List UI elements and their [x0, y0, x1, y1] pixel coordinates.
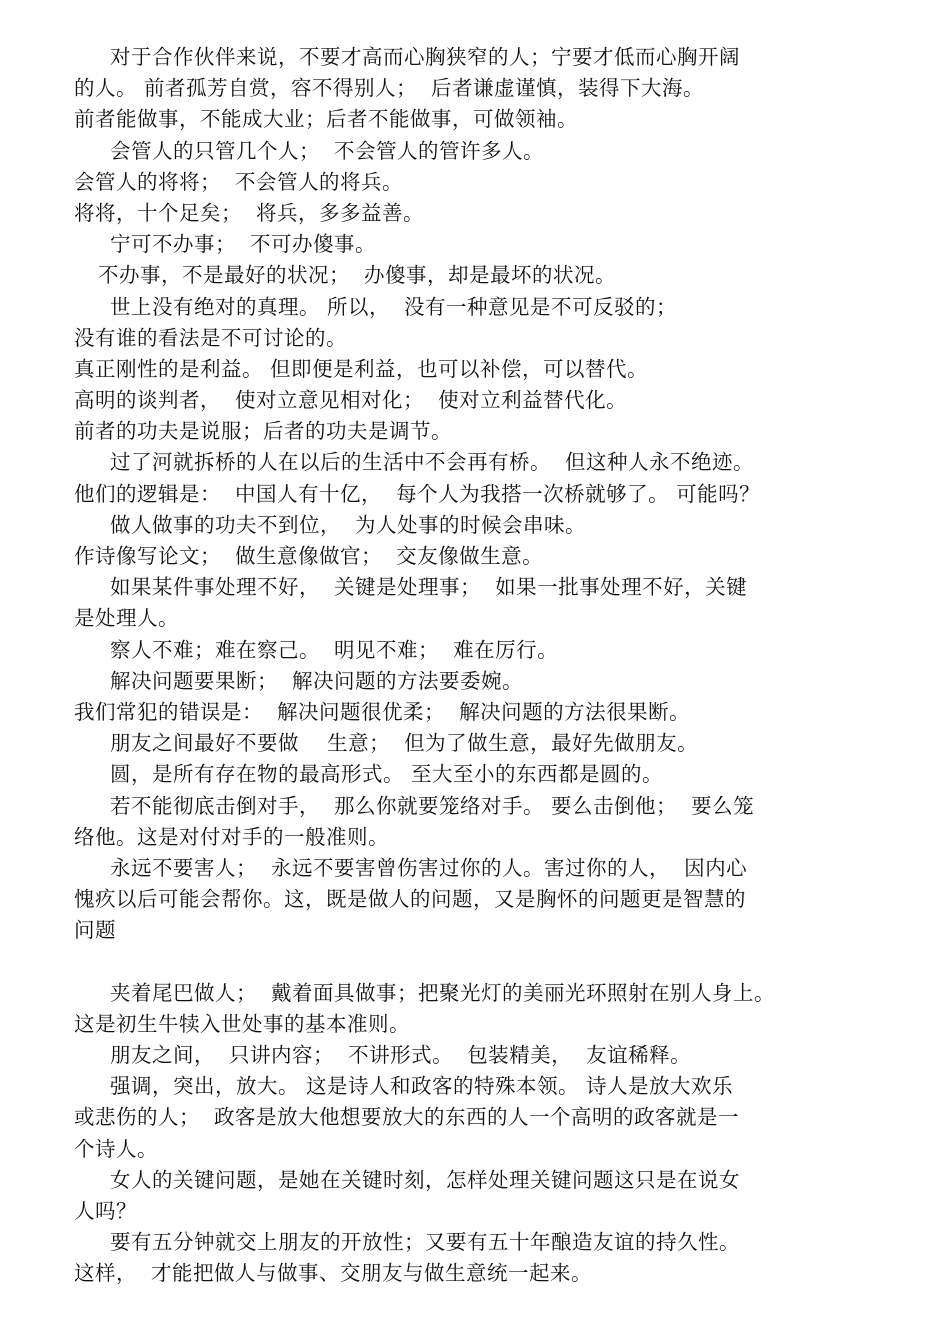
text-line: 愧疚以后可能会帮你。这，既是做人的问题，又是胸怀的问题更是智慧的: [74, 887, 746, 912]
text-line: 或悲伤的人； 政客是放大他想要放大的东西的人一个高明的政客就是一: [74, 1105, 740, 1130]
text-line: 世上没有绝对的真理。 所以， 没有一种意见是不可反驳的；: [110, 294, 678, 319]
text-line: 朋友之间， 只讲内容； 不讲形式。 包装精美， 友谊稀释。: [110, 1043, 692, 1067]
text-line: 若不能彻底击倒对手， 那么你就要笼络对手。 要么击倒他； 要么笼: [110, 793, 755, 818]
text-line: 察人不难；难在察己。 明见不难； 难在厉行。: [110, 637, 559, 662]
text-line: 会管人的将将； 不会管人的将兵。: [74, 169, 404, 194]
text-line: 要有五分钟就交上朋友的开放性；又要有五十年酿造友谊的持久性。: [110, 1230, 740, 1255]
text-line: 会管人的只管几个人； 不会管人的管许多人。: [110, 138, 545, 163]
text-line: 问题: [74, 918, 116, 943]
text-line: 我们常犯的错误是： 解决问题很优柔； 解决问题的方法很果断。: [74, 699, 691, 724]
text-line: 解决问题要果断； 解决问题的方法要委婉。: [110, 668, 524, 693]
text-line: 女人的关键问题，是她在关键时刻，怎样处理关键问题这只是在说女: [110, 1167, 740, 1192]
text-line: 如果某件事处理不好， 关键是处理事； 如果一批事处理不好，关键: [110, 575, 748, 600]
text-line: 朋友之间最好不要做 生意； 但为了做生意，最好先做朋友。: [110, 731, 699, 756]
text-line: 的人。 前者孤芳自赏，容不得别人； 后者谦虚谨慎，装得下大海。: [74, 76, 705, 101]
text-line: 没有谁的看法是不可讨论的。: [74, 325, 347, 350]
text-line: 真正刚性的是利益。 但即便是利益，也可以补偿，可以替代。: [74, 356, 649, 381]
text-line: 是处理人。: [74, 606, 179, 631]
text-line: 他们的逻辑是： 中国人有十亿， 每个人为我搭一次桥就够了。 可能吗？: [74, 481, 761, 506]
text-line: 夹着尾巴做人； 戴着面具做事；把聚光灯的美丽光环照射在别人身上。: [110, 980, 776, 1005]
text-line: 过了河就拆桥的人在以后的生活中不会再有桥。 但这种人永不绝迹。: [110, 450, 755, 475]
text-line: 前者能做事，不能成大业；后者不能做事，可做领袖。: [74, 107, 578, 132]
text-line: 对于合作伙伴来说，不要才高而心胸狭窄的人；宁要才低而心胸开阔: [110, 45, 740, 69]
text-line: 前者的功夫是说服；后者的功夫是调节。: [74, 419, 452, 444]
text-line: 高明的谈判者， 使对立意见相对化； 使对立利益替代化。: [74, 388, 628, 413]
blank-line: [74, 946, 844, 977]
text-line: 这是初生牛犊入世处事的基本准则。: [74, 1011, 410, 1036]
text-line: 宁可不办事； 不可办傻事。: [110, 232, 377, 257]
text-line: 将将，十个足矣； 将兵，多多益善。: [74, 200, 425, 225]
text-line: 络他。这是对付对手的一般准则。: [74, 824, 389, 849]
text-line: 永远不要害人； 永远不要害曾伤害过你的人。害过你的人， 因内心: [110, 855, 748, 880]
text-line: 强调，突出，放大。 这是诗人和政客的特殊本领。 诗人是放大欢乐: [110, 1074, 734, 1099]
text-line: 作诗像写论文； 做生意像做官； 交友像做生意。: [74, 544, 544, 568]
text-line: 圆，是所有存在物的最高形式。 至大至小的东西都是圆的。: [110, 762, 664, 787]
text-line: 做人做事的功夫不到位， 为人处事的时候会串味。: [110, 512, 587, 537]
text-line: 人吗？: [74, 1198, 137, 1223]
document-body: [74, 42, 844, 1290]
text-line: 不办事，不是最好的状况； 办傻事，却是最坏的状况。: [98, 263, 617, 288]
text-line: 这样， 才能把做人与做事、交朋友与做生意统一起来。: [74, 1261, 593, 1286]
text-line: 个诗人。: [74, 1136, 158, 1161]
